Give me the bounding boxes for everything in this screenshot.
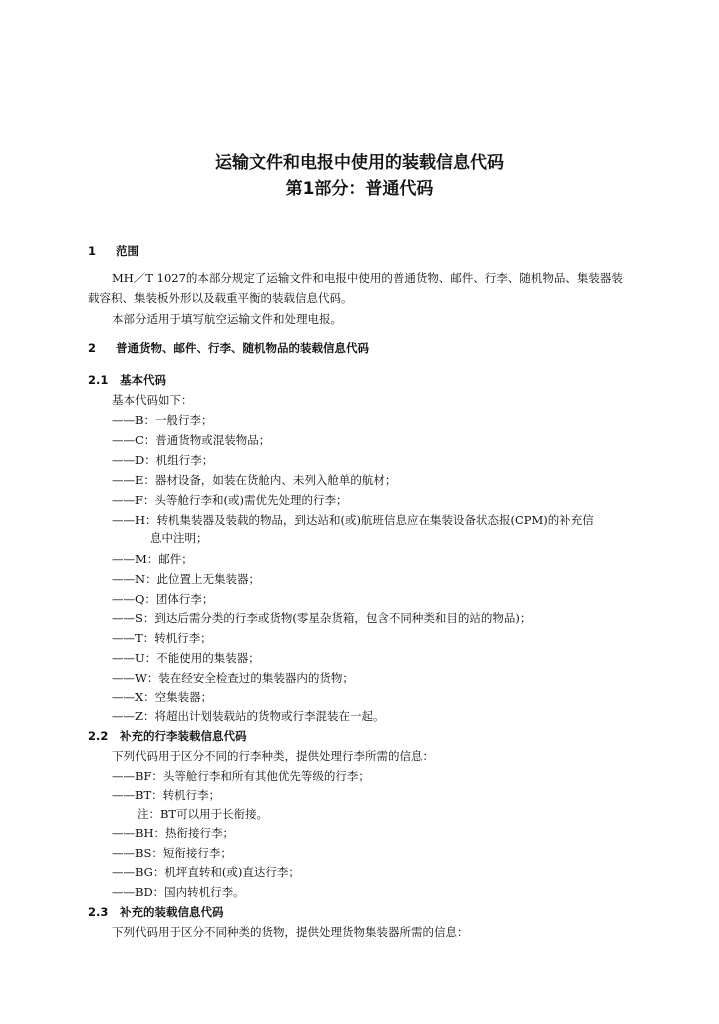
document-subtitle: 第1部分：普通代码	[285, 179, 434, 199]
section-1-paragraph-1-line-1: MH／T 1027的本部分规定了运输文件和电报中使用的普通货物、邮件、行李、随机物品、集装器装	[112, 271, 623, 285]
list-item: ——BF：头等舱行李和所有其他优先等级的行李；	[112, 769, 370, 783]
list-item-continuation: 息中注明；	[150, 531, 208, 545]
list-item: ——X：空集装器；	[112, 690, 213, 704]
section-2-1-intro: 基本代码如下：	[112, 393, 193, 407]
section-2-2-heading: 2.2 补充的行李装载信息代码	[88, 729, 247, 743]
list-item: ——F：头等舱行李和(或)需优先处理的行李；	[112, 493, 348, 507]
list-item: ——Q：团体行李；	[112, 592, 214, 606]
section-2-heading: 2 普通货物、邮件、行李、随机物品的装载信息代码	[88, 341, 369, 355]
document-title: 运输文件和电报中使用的装载信息代码	[215, 153, 504, 173]
list-item: ——W：装在经安全检查过的集装器内的货物；	[112, 671, 354, 685]
section-2-2-intro: 下列代码用于区分不同的行李种类，提供处理行李所需的信息：	[112, 749, 434, 763]
section-2-1-heading: 2.1 基本代码	[88, 373, 166, 387]
list-item: ——BT：转机行李；	[112, 788, 221, 802]
list-item: ——BD：国内转机行李。	[112, 885, 245, 899]
section-1-paragraph-1-line-2: 载容积、集装板外形以及载重平衡的装载信息代码。	[88, 291, 353, 305]
list-item: ——C：普通货物或混装物品；	[112, 433, 271, 447]
list-item: ——Z：将超出计划装载站的货物或行李混装在一起。	[112, 709, 385, 723]
list-item: ——B：一般行李；	[112, 413, 213, 427]
list-item: ——U：不能使用的集装器；	[112, 651, 260, 665]
list-item: ——BH：热衔接行李；	[112, 826, 234, 840]
list-item: ——T：转机行李；	[112, 631, 212, 645]
section-2-3-heading: 2.3 补充的装载信息代码	[88, 905, 224, 919]
list-item: ——D：机组行李；	[112, 453, 214, 467]
list-item: ——E：器材设备，如装在货舱内、未列入舱单的航材；	[112, 473, 397, 487]
list-item: ——BS：短衔接行李；	[112, 846, 232, 860]
list-item: ——S：到达后需分类的行李或货物(零星杂货箱，包含不同种类和目的站的物品)；	[112, 611, 532, 625]
list-item: ——H：转机集装器及装载的物品，到达站和(或)航班信息应在集装设备状态报(CPM)的补充信	[112, 513, 594, 527]
section-1-heading: 1 范围	[88, 244, 139, 258]
section-1-paragraph-2: 本部分适用于填写航空运输文件和处理电报。	[112, 312, 342, 326]
section-2-3-intro: 下列代码用于区分不同种类的货物，提供处理货物集装器所需的信息：	[112, 925, 469, 939]
note: 注：BT可以用于长衔接。	[137, 807, 269, 821]
list-item: ——BG：机坪直转和(或)直达行李；	[112, 865, 300, 879]
list-item: ——M：邮件；	[112, 552, 193, 566]
list-item: ——N：此位置上无集装器；	[112, 572, 261, 586]
